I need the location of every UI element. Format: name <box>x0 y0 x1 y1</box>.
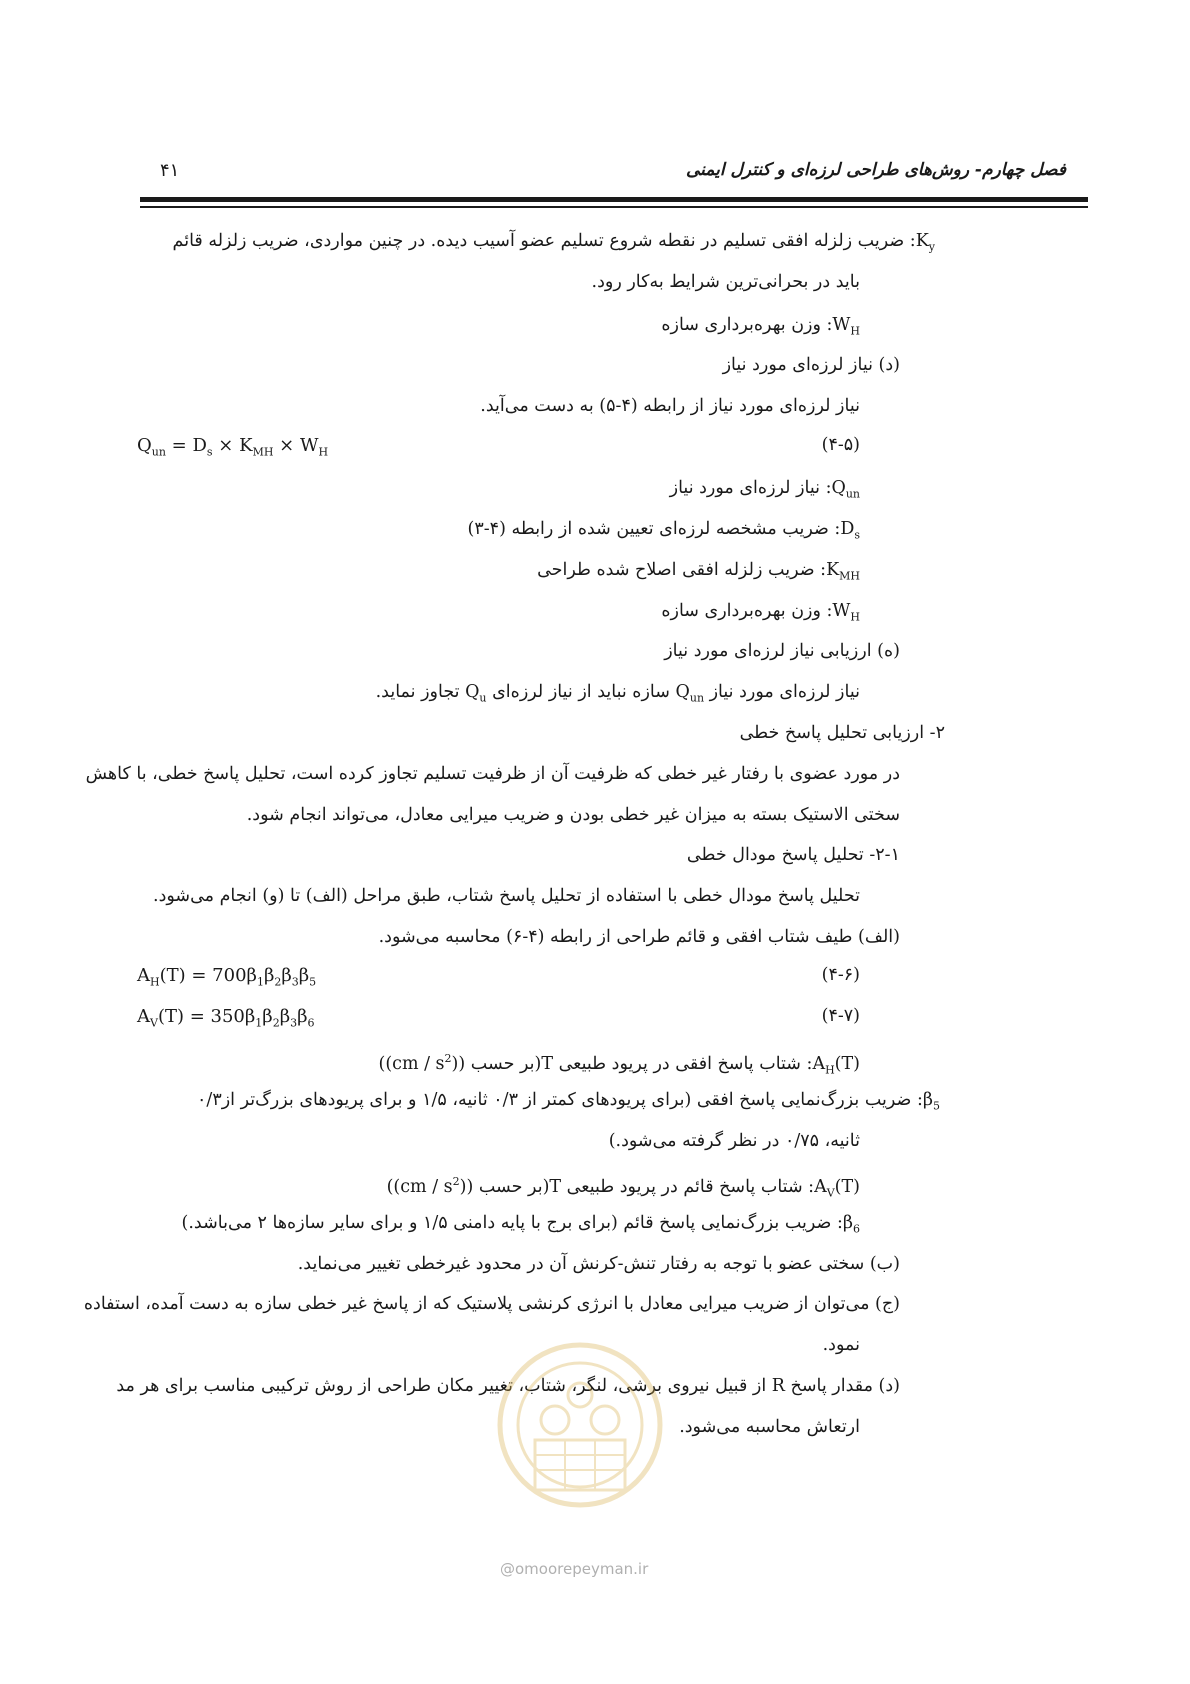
header-rule-thin <box>140 206 1088 208</box>
step-jim-cont: نمود. <box>822 1335 860 1355</box>
section-d-heading: (د) نیاز لرزه‌ای مورد نیاز <box>722 355 900 375</box>
qun-definition: $Q_{un}$: نیاز لرزه‌ای مورد نیاز <box>669 478 860 501</box>
step-be: (ب) سختی عضو با توجه به رفتار تنش-کرنش آن در محدود غیرخطی تغییر می‌نماید. <box>297 1254 900 1274</box>
section-2-paragraph-1: در مورد عضوی با رفتار غیر خطی که ظرفیت آن از ظرفیت تسلیم تجاوز کرده است، تحلیل پاسخ خطی، با کاهش <box>85 764 900 784</box>
section-2-1-heading: ۲-۱- تحلیل پاسخ مودال خطی <box>686 845 900 865</box>
ky-definition: $K_y$: ضریب زلزله افقی تسلیم در نقطه شروع تسلیم عضو آسیب دیده. در چنین مواردی، ضریب زلزله قائم <box>172 231 935 254</box>
section-2-paragraph-2: سختی الاستیک بسته به میزان غیر خطی بودن و ضریب میرایی معادل، می‌تواند انجام شود. <box>246 805 900 825</box>
av-definition: $A_V(T)$: شتاب پاسخ قائم در پریود طبیعی T(بر حسب $((cm / s^2))$ <box>386 1175 860 1200</box>
step-dal-cont: ارتعاش محاسبه می‌شود. <box>679 1417 860 1437</box>
equation-4-7: $A_V(T) = 350\beta_1\beta_2\beta_3\beta_6$ <box>137 1006 315 1030</box>
equation-4-6-number: (۴-۶) <box>821 965 860 985</box>
wh-definition-2: $W_H$: وزن بهره‌برداری سازه <box>661 601 860 624</box>
step-dal: (د) مقدار پاسخ R از قبیل نیروی برشی، لنگر، شتاب، تغییر مکان طراحی از روش ترکیبی مناسب برای هر مد <box>116 1376 900 1396</box>
ds-definition: $D_s$: ضریب مشخصه لرزه‌ای تعیین شده از رابطه (۴-۳) <box>467 519 860 542</box>
wh-definition-1: $W_H$: وزن بهره‌برداری سازه <box>661 315 860 338</box>
step-jim: (ج) می‌توان از ضریب میرایی معادل با انرژی کرنشی پلاستیک که از پاسخ غیر خطی سازه به دست آمده، استفاده <box>83 1294 900 1314</box>
equation-4-5: $Q_{un} = D_s \times K_{MH} \times W_H$ <box>137 435 329 459</box>
equation-4-7-number: (۴-۷) <box>821 1006 860 1026</box>
ky-definition-cont: باید در بحرانی‌ترین شرایط به‌کار رود. <box>591 272 860 292</box>
kmh-definition: $K_{MH}$: ضریب زلزله افقی اصلاح شده طراحی <box>537 560 860 583</box>
beta6-definition: $\beta_6$: ضریب بزرگ‌نمایی پاسخ قائم (برای برج با پایه دامنی ۱/۵ و برای سایر سازه‌ها ۲ می‌باشد.) <box>181 1213 860 1236</box>
section-2-1-paragraph: تحلیل پاسخ مودال خطی با استفاده از تحلیل پاسخ شتاب، طبق مراحل (الف) تا (و) انجام می‌شود. <box>153 886 860 906</box>
header-rule-thick <box>140 197 1088 202</box>
section-d-text: نیاز لرزه‌ای مورد نیاز از رابطه (۴-۵) به دست می‌آید. <box>480 396 860 416</box>
beta5-definition-cont: ثانیه، ۰/۷۵ در نظر گرفته می‌شود.) <box>608 1131 860 1151</box>
step-alef: (الف) طیف شتاب افقی و قائم طراحی از رابطه (۴-۶) محاسبه می‌شود. <box>378 927 900 947</box>
equation-4-5-number: (۴-۵) <box>821 435 860 455</box>
section-h-heading: (ه) ارزیابی نیاز لرزه‌ای مورد نیاز <box>664 641 900 661</box>
page-number: ۴۱ <box>160 160 180 181</box>
watermark-text: @omoorepeyman.ir <box>500 1560 649 1578</box>
watermark-logo <box>490 1330 670 1520</box>
section-2-heading: ۲- ارزیابی تحلیل پاسخ خطی <box>739 723 945 743</box>
ky-symbol: $K_y$ <box>915 231 935 254</box>
equation-4-6: $A_H(T) = 700\beta_1\beta_2\beta_3\beta_5$ <box>137 965 317 989</box>
beta5-definition: $\beta_5$: ضریب بزرگ‌نمایی پاسخ افقی (برای پریودهای کمتر از ۰/۳ ثانیه، ۱/۵ و برای پریودهای بزرگ‌تر از۰/۳ <box>197 1090 940 1113</box>
ah-definition: $A_H(T)$: شتاب پاسخ افقی در پریود طبیعی T(بر حسب $((cm / s^2))$ <box>378 1052 860 1077</box>
chapter-title: فصل چهارم- روش‌های طراحی لرزه‌ای و کنترل ایمنی <box>685 160 1066 180</box>
section-h-text: نیاز لرزه‌ای مورد نیاز $Q_{un}$ سازه نباید از نیاز لرزه‌ای $Q_u$ تجاوز نماید. <box>375 682 860 705</box>
